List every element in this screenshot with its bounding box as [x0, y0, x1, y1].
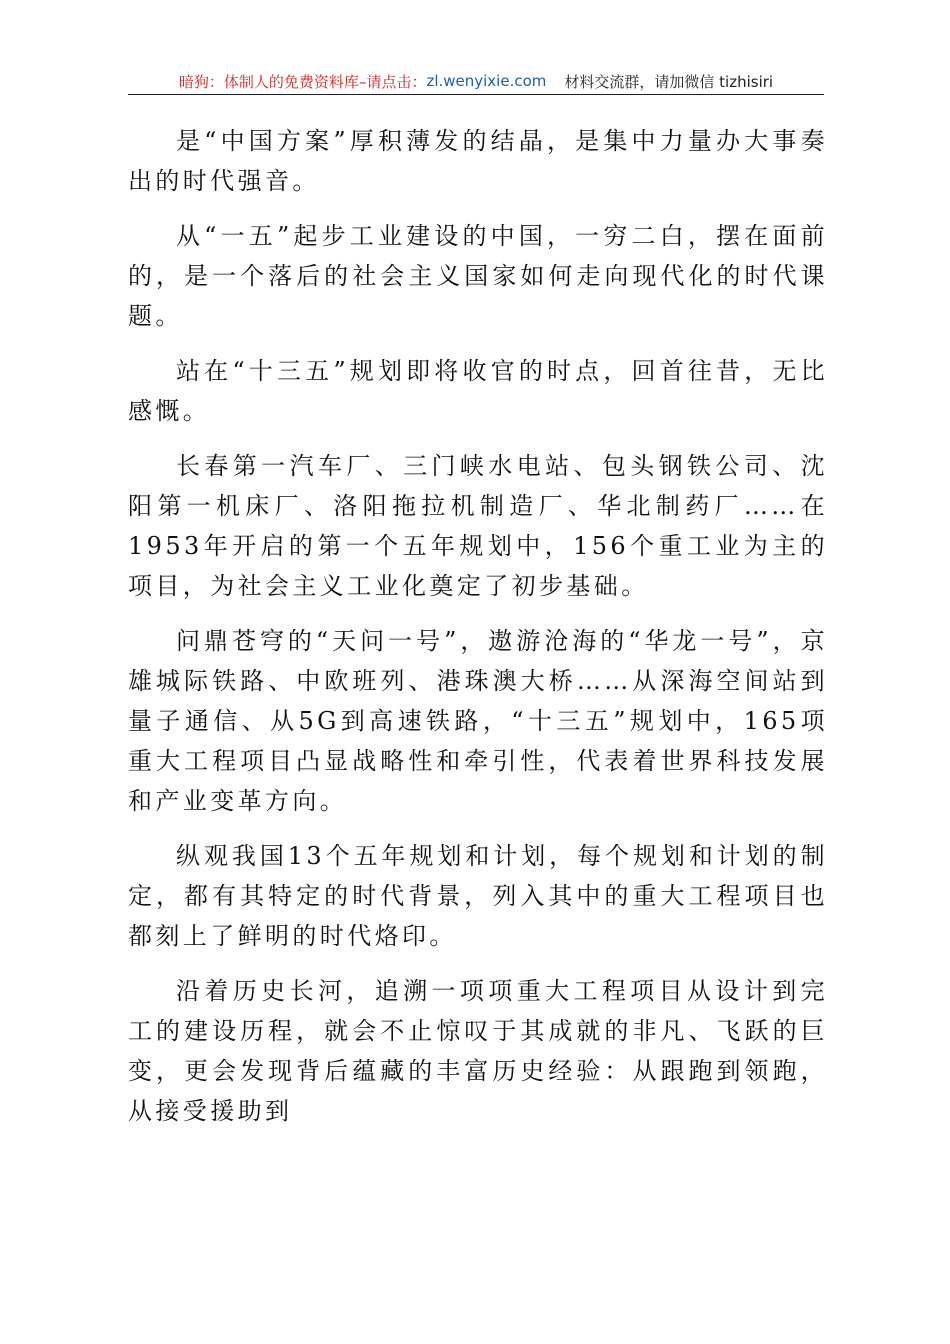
paragraph-4: 长春第一汽车厂、三门峡水电站、包头钢铁公司、沈阳第一机床厂、洛阳拖拉机制造厂、华北制药厂……在1953年开启的第一个五年规划中，156个重工业为主的项目，为社会主义工业化奠定了初步基础。: [128, 452, 828, 600]
header-group-note: 材料交流群，请加微信 tizhisiri: [564, 72, 774, 91]
paragraph-5: 问鼎苍穹的“天问一号”，遨游沧海的“华龙一号”，京雄城际铁路、中欧班列、港珠澳大桥……从深海空间站到量子通信、从5G到高速铁路，“十三五”规划中，165项重大工程项目凸显战略性和牵引性，代表着世界科技发展和产业变革方向。: [128, 627, 828, 815]
page-header: [128, 68, 824, 95]
header-site-label: 暗狗：体制人的免费资料库: [178, 72, 359, 91]
paragraph-2: 从“一五”起步工业建设的中国，一穷二白，摆在面前的，是一个落后的社会主义国家如何走向现代化的时代课题。: [128, 222, 828, 330]
paragraph-1: 是“中国方案”厚积薄发的结晶，是集中力量办大事奏出的时代强音。: [128, 127, 828, 195]
document-body: [128, 121, 828, 1146]
paragraph-7: 沿着历史长河，追溯一项项重大工程项目从设计到完工的建设历程，就会不止惊叹于其成就的非凡、飞跃的巨变，更会发现背后蕴藏的丰富历史经验：从跟跑到领跑，从接受援助到: [128, 977, 828, 1125]
header-click-prompt: –请点击：: [358, 72, 427, 91]
header-site-link[interactable]: zl.wenyixie.com: [426, 72, 547, 90]
paragraph-6: 纵观我国13个五年规划和计划，每个规划和计划的制定，都有其特定的时代背景，列入其中的重大工程项目也都刻上了鲜明的时代烙印。: [128, 842, 828, 950]
paragraph-3: 站在“十三五”规划即将收官的时点，回首往昔，无比感慨。: [128, 357, 828, 425]
